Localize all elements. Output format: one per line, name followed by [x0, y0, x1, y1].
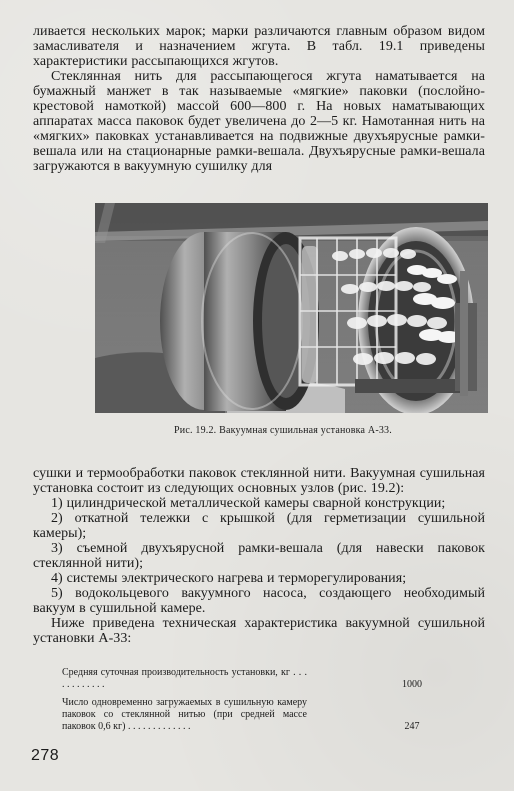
spec-row — [62, 667, 447, 691]
spec-label: Число одновременно загружаемых в сушильную камеру паковок со стеклянной нитью (при средней массе паковок 0,6 кг) . . . . . . . . . . . . . — [62, 697, 307, 732]
package — [349, 249, 365, 259]
list-item-4: 4) системы электрического нагрева и терморегулирования; — [51, 571, 407, 586]
drum-band — [302, 246, 318, 383]
figure-caption-title: Вакуумная сушильная установка А-33. — [219, 425, 392, 436]
package — [413, 282, 431, 292]
spec-value: 1000 — [402, 679, 422, 690]
list-item-2: 2) откатной тележки с крышкой (для герметизации сушильной камеры); — [33, 511, 485, 541]
package — [416, 353, 436, 365]
package — [377, 281, 395, 291]
package — [359, 282, 377, 292]
package — [427, 317, 447, 329]
paragraph-glass-thread: Стеклянная нить для рассыпающегося жгута наматывается на бумажный манжет в так называемые «мягкие» паковки (послойно-крестовой намоткой) массой 600—800 г. На новых наматывающих аппаратах масса паковок будет увеличена до 2—5 кг. Намотанная нить на «мягких» паковках устанавливается на подвижные двухъярусные рамки-вешала или на стационарные рамки-вешала. Двухъярусные рамки-вешала загружаются в вакуумную сушилку для — [33, 69, 485, 174]
paragraph-continuation: ливается нескольких марок; марки различаются главным образом видом замасливателя и назначением жгута. В табл. 19.1 приведены характеристики рассыпающихся жгутов. — [33, 24, 485, 69]
package — [353, 353, 373, 365]
package — [383, 248, 399, 258]
spec-label: Средняя суточная производительность установки, кг . . . . . . . . . . . . — [62, 667, 307, 690]
paragraph-technical-intro: Ниже приведена техническая характеристика вакуумной сушильной установки А-33: — [33, 616, 485, 646]
bottom-text-block — [33, 466, 485, 646]
package — [366, 248, 382, 258]
figure-caption — [118, 425, 448, 437]
package — [395, 281, 413, 291]
outer-package — [437, 274, 457, 284]
top-text-block — [33, 24, 485, 174]
list-item-1: 1) цилиндрической металлической камеры сварной конструкции; — [51, 496, 446, 511]
vacuum-dryer-photo — [95, 203, 488, 413]
outer-package — [431, 297, 455, 309]
figure-caption-prefix: Рис. 19.2. — [174, 425, 217, 436]
package — [341, 284, 359, 294]
package — [407, 315, 427, 327]
package — [387, 314, 407, 326]
list-item-3: 3) съемной двухъярусной рамки-вешала (для навески паковок стеклянной нити); — [33, 541, 485, 571]
package — [332, 251, 348, 261]
package — [367, 315, 387, 327]
package — [400, 249, 416, 259]
paragraph-installation-description: сушки и термообработки паковок стеклянной нити. Вакуумная сушильная установка состоит из следующих основных узлов (рис. 19.2): — [33, 466, 485, 496]
package — [374, 352, 394, 364]
vacuum-dryer-illustration — [95, 203, 488, 413]
spec-value: 247 — [404, 721, 420, 732]
technical-specification — [62, 667, 447, 739]
page-number: 278 — [31, 747, 60, 764]
package — [347, 317, 367, 329]
spec-row — [62, 697, 447, 733]
list-item-5: 5) водокольцевого вакуумного насоса, создающего необходимый вакуум в сушильной камере. — [33, 586, 485, 616]
right-rail — [460, 271, 468, 396]
package — [395, 352, 415, 364]
cart-base — [355, 379, 465, 393]
